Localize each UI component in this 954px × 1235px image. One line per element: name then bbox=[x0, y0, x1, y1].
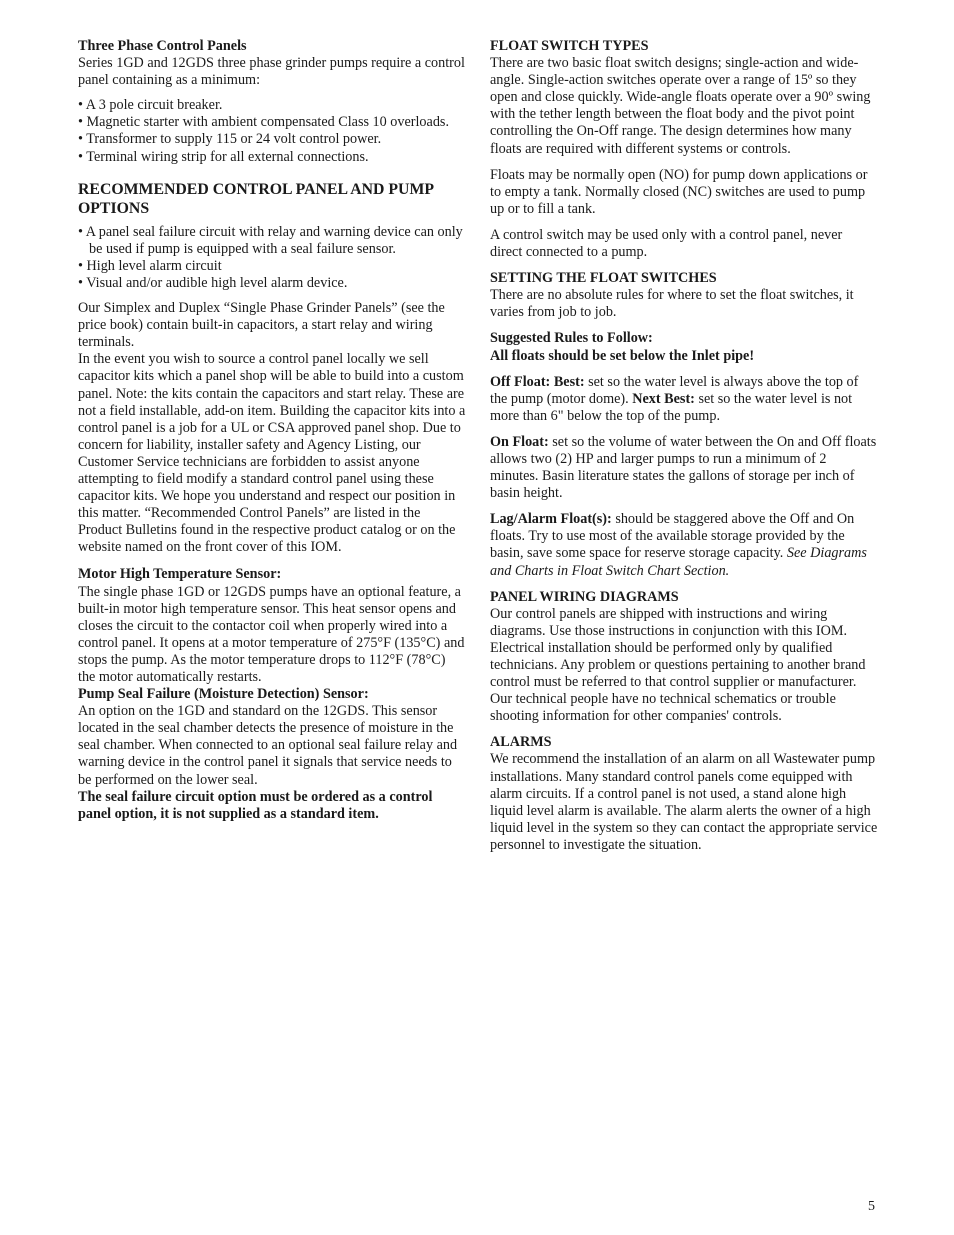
three-phase-intro: Series 1GD and 12GDS three phase grinder pumps require a control panel containing as a minimum: bbox=[78, 55, 465, 89]
float-types-section bbox=[490, 38, 878, 158]
lag-float-para bbox=[490, 511, 878, 579]
alarms-section bbox=[490, 734, 878, 854]
seal-failure-section bbox=[78, 686, 466, 823]
seal-failure-note: The seal failure circuit option must be ordered as a control panel option, it is not supplied as a standard item. bbox=[78, 788, 433, 822]
seal-failure-heading: Pump Seal Failure (Moisture Detection) Sensor: bbox=[78, 686, 369, 703]
setting-heading: SETTING THE FLOAT SWITCHES bbox=[490, 270, 717, 287]
off-float-label: Off Float: Best: bbox=[490, 373, 585, 390]
recommended-list bbox=[78, 224, 466, 292]
right-column bbox=[490, 38, 878, 862]
page-number: 5 bbox=[868, 1199, 875, 1214]
motor-temp-heading: Motor High Temperature Sensor: bbox=[78, 566, 282, 583]
recommended-para-2: In the event you wish to source a control panel locally we sell capacitor kits which a panel shop will be able to build into a custom panel. Note: the kits contain the capacitors and start relay. These are not a field installable, add-on item. Building the capacitor kits into a control panel is a job for a UL or CSA approved panel shop. Due to concern for liability, installer safety and Agency Listing, our Customer Service technicians are forbidden to assist anyone attempting to field modify a standard control panel using these capacitor kits. We hope you understand and respect our position in this matter. “Recommended Control Panels” are listed in the Product Bulletins found in the respective product catalog or on the website named on the front cover of this IOM. bbox=[78, 351, 466, 556]
float-types-para-3: A control switch may be used only with a control panel, never direct connected to a pump. bbox=[490, 226, 843, 261]
wiring-heading: PANEL WIRING DIAGRAMS bbox=[490, 588, 679, 605]
lag-float-italic: See Diagrams and Charts in Float Switch Chart Section. bbox=[490, 545, 867, 579]
list-item: • High level alarm circuit bbox=[78, 258, 466, 275]
list-item: • Transformer to supply 115 or 24 volt control power. bbox=[78, 131, 466, 148]
suggested-rules bbox=[490, 330, 878, 364]
three-phase-heading: Three Phase Control Panels bbox=[78, 38, 247, 54]
on-float-text: set so the volume of water between the On and Off floats allows two (2) HP and larger pumps to run a minimum of 2 minutes. Basin literature states the gallons of storage per inch of basin height. bbox=[490, 433, 877, 502]
seal-failure-body: An option on the 1GD and standard on the 12GDS. This sensor located in the seal chamber detects the presence of moisture in the seal chamber. When connected to an optional seal failure relay and warning device in the control panel it signals that service needs to be performed on the lower seal. bbox=[78, 703, 458, 788]
wiring-section bbox=[490, 589, 878, 726]
on-float-para bbox=[490, 434, 878, 502]
lag-float-label: Lag/Alarm Float(s): bbox=[490, 511, 612, 528]
recommended-heading: RECOMMENDED CONTROL PANEL AND PUMP OPTIONS bbox=[78, 180, 434, 217]
float-types-heading: FLOAT SWITCH TYPES bbox=[490, 38, 649, 54]
list-item: • A panel seal failure circuit with relay and warning device can only be used if pump is equipped with a seal failure sensor. bbox=[78, 224, 466, 258]
lag-float-text: should be staggered above the Off and On floats. Try to use most of the available storage provided by the basin, save some space for reserve storage capacity. bbox=[490, 511, 855, 562]
list-item: • A 3 pole circuit breaker. bbox=[78, 97, 466, 114]
next-best-label: Next Best: bbox=[628, 390, 695, 407]
off-float-text: set so the water level is always above the top of the pump (motor dome). bbox=[490, 373, 859, 407]
next-best-text: set so the water level is not more than 6" below the top of the pump. bbox=[490, 390, 853, 424]
alarms-heading: ALARMS bbox=[490, 734, 552, 751]
off-float-para bbox=[490, 374, 878, 425]
recommended-para-1: Our Simplex and Duplex “Single Phase Grinder Panels” (see the price book) contain built-in capacitors, a start relay and wiring terminals. bbox=[78, 300, 445, 351]
wiring-body: Our control panels are shipped with instructions and wiring diagrams. Use those instructions in conjunction with this IOM. Electrical installation should be performed only by qualified technicians. Any problem or questions pertaining to another brand control must be referred to that control supplier or manufacturer. Our technical people have no technical schematics or trouble shooting information for other companies' controls. bbox=[490, 605, 866, 725]
three-phase-section bbox=[78, 38, 466, 89]
setting-section bbox=[490, 270, 878, 321]
list-item: • Visual and/or audible high level alarm device. bbox=[78, 275, 466, 292]
float-types-para-1: There are two basic float switch designs; single-action and wide-angle. Single-action switches operate over a range of 15º so they open and close quickly. Wide-angle floats operate over a 90º swing with the tether length between the float body and the pivot point controlling the On-Off range. The design determines how many floats are required with different systems or controls. bbox=[490, 55, 871, 157]
setting-body: There are no absolute rules for where to set the float switches, it varies from job to job. bbox=[490, 287, 854, 321]
list-item: • Terminal wiring strip for all external connections. bbox=[78, 149, 466, 166]
three-phase-list bbox=[78, 97, 466, 165]
left-column bbox=[78, 38, 466, 831]
alarms-body: We recommend the installation of an alarm on all Wastewater pump installations. Many standard control panels come equipped with alarm circuits. If a control panel is not used, a stand alone high liquid level alarm is available. The alarm alerts the owner of a high liquid level in the system so they can contact the appropriate service personnel to investigate the situation. bbox=[490, 751, 878, 853]
on-float-label: On Float: bbox=[490, 433, 549, 450]
motor-temp-section bbox=[78, 566, 466, 686]
rules-line-1: Suggested Rules to Follow: bbox=[490, 330, 653, 347]
rules-line-2: All floats should be set below the Inlet pipe! bbox=[490, 347, 755, 364]
motor-temp-body: The single phase 1GD or 12GDS pumps have an optional feature, a built-in motor high temperature sensor. This heat sensor opens and closes the circuit to the contactor coil when properly wired into a control panel. It opens at a motor temperature of 275°F (135°C) and stops the pump. As the motor temperature drops to 112°F (78°C) the motor automatically restarts. bbox=[78, 583, 465, 685]
float-types-para-2: Floats may be normally open (NO) for pump down applications or to empty a tank. Normally closed (NC) switches are used to pump up or to fill a tank. bbox=[490, 166, 868, 217]
list-item: • Magnetic starter with ambient compensated Class 10 overloads. bbox=[78, 114, 466, 131]
